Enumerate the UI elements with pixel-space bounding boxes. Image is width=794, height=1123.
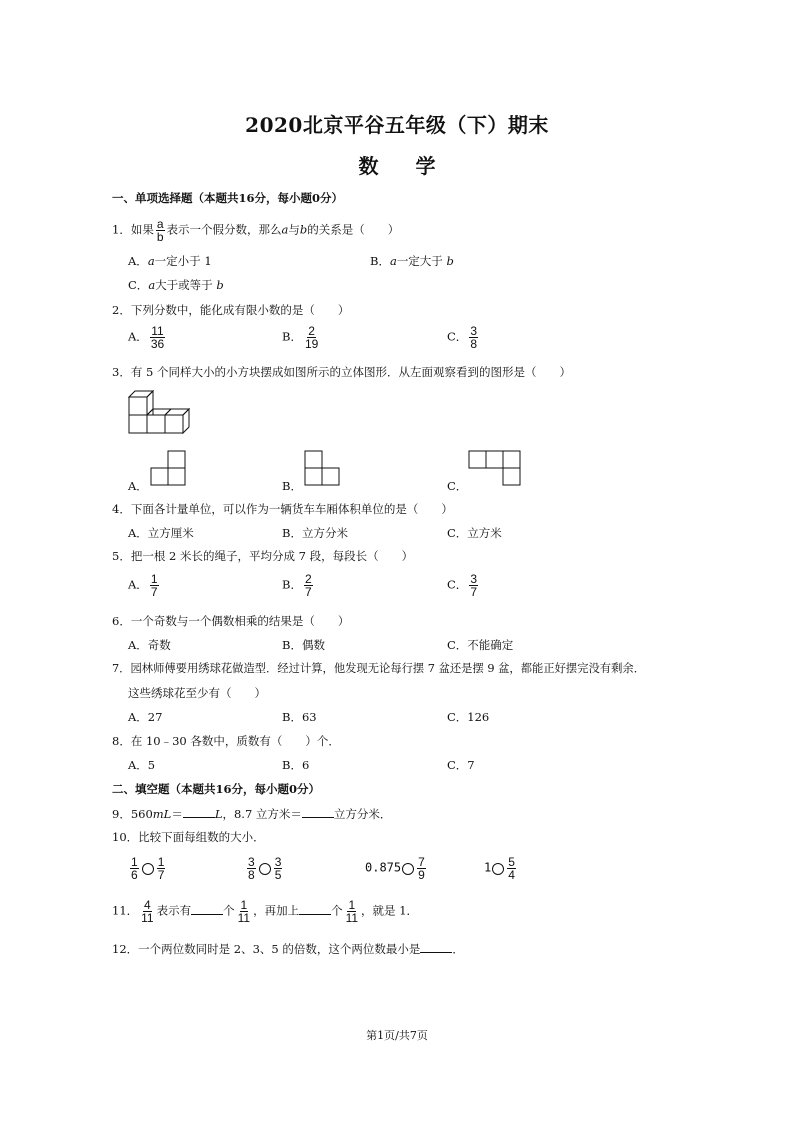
q6-option-c[interactable]: C．不能确定 [447,638,514,652]
cube-side-3 [183,409,189,433]
q9-blank-1[interactable] [183,805,215,818]
q1-pre: 1．如果 [112,222,154,237]
q10-compare-circle-2[interactable] [259,863,271,875]
q7-option-a[interactable]: A．27 [128,710,163,724]
q3-option-c-figure[interactable] [467,449,525,489]
question-5: 5．把一根 2 米长的绳子，平均分成 7 段，每段长（ ） [112,549,414,563]
exam-subject: 数 学 [358,154,436,178]
section2-heading: 二、填空题（本题共16分，每小题0分） [112,782,321,796]
question-2: 2．下列分数中，能化成有限小数的是（ ） [112,303,350,317]
q10-group-4: 1 $\frac{5}{4}$ [484,855,515,882]
cube-front-lower-2 [147,415,165,433]
q1-option-a[interactable]: A．a一定小于 1 [128,254,212,268]
q5-option-a[interactable]: A． $\frac{1}{7}$ [128,572,158,599]
q4-option-b[interactable]: B．立方分米 [282,526,348,540]
q7-option-b[interactable]: B．63 [282,710,317,724]
q1-option-c[interactable]: C．a大于或等于 b [128,278,224,292]
q10-group-1: $\frac{1}{6}$ $\frac{1}{7}$ [131,855,165,882]
q1-option-b[interactable]: B．a一定大于 b [370,254,454,268]
q6-option-a[interactable]: A．奇数 [128,638,171,652]
q1-fraction: $\frac{a}{b}$ [156,217,164,244]
q3-option-b-figure[interactable] [302,449,342,489]
q3-option-a-figure[interactable] [148,449,188,489]
q2-option-a[interactable]: A． $\frac{11}{36}$ [128,324,165,351]
q8-option-b[interactable]: B．6 [282,758,310,772]
question-9: 9．560mL＝ L，8.7 立方米＝ 立方分米． [112,807,392,821]
q6-option-b[interactable]: B．偶数 [282,638,325,652]
q8-option-c[interactable]: C．7 [447,758,475,772]
q3-option-c-label[interactable]: C． [447,479,468,493]
q11-blank-1[interactable] [191,902,223,915]
cube-front-lower-1 [129,415,147,433]
q10-group-2: $\frac{3}{8}$ $\frac{3}{5}$ [248,855,282,882]
q4-option-c[interactable]: C．立方米 [447,526,502,540]
section1-heading: 一、单项选择题（本题共16分，每小题0分） [112,191,344,205]
q3-option-a-label[interactable]: A． [128,479,148,493]
q5-option-b[interactable]: B． $\frac{2}{7}$ [282,572,312,599]
question-1: 1．如果 $\frac{a}{b}$ 表示一个假分数，那么a与b的关系是（ ） [112,217,400,244]
cube-figure [126,388,192,438]
q7-option-c[interactable]: C．126 [447,710,490,724]
page-number: 第1页/共7页 [366,1029,428,1042]
question-7-line1: 7．园林师傅要用绣球花做造型．经过计算，他发现无论每行摆 7 盆还是摆 9 盆，都能正好摆完没有剩余． [112,662,645,675]
q10-compare-circle-1[interactable] [142,863,154,875]
cube-front-lower-3 [165,415,183,433]
cube-front-upper [129,397,147,415]
question-3: 3．有 5 个同样大小的小方块摆成如图所示的立体图形．从左面观察看到的图形是（ ） [112,365,571,379]
q8-option-a[interactable]: A．5 [128,758,156,772]
q9-blank-2[interactable] [302,805,334,818]
q12-blank[interactable] [420,940,452,953]
question-8: 8．在 10﹣30 各数中，质数有（ ）个． [112,734,340,748]
q5-option-c[interactable]: C． $\frac{3}{7}$ [447,572,477,599]
question-6: 6．一个奇数与一个偶数相乘的结果是（ ） [112,614,350,628]
q4-option-a[interactable]: A．立方厘米 [128,526,194,540]
exam-title: 2020北京平谷五年级（下）期末 [245,113,549,137]
q3-option-b-label[interactable]: B． [282,479,302,493]
question-11: 11． $\frac{4}{11}$ 表示有 个 $\frac{1}{11}$ ，再加上 个 $\frac{1}{11}$ ，就是 1． [112,898,419,925]
question-4: 4．下面各计量单位，可以作为一辆货车车厢体积单位的是（ ） [112,502,453,516]
question-12: 12．一个两位数同时是 2、3、5 的倍数，这个两位数最小是 ． [112,942,464,956]
q10-group-3: 0.875 $\frac{7}{9}$ [365,855,425,882]
q2-option-c[interactable]: C． $\frac{3}{8}$ [447,324,477,351]
question-10: 10．比较下面每组数的大小． [112,830,265,844]
q10-compare-circle-3[interactable] [402,863,414,875]
q2-option-b[interactable]: B． $\frac{2}{19}$ [282,324,319,351]
q11-blank-2[interactable] [299,902,331,915]
question-7-line2: 这些绣球花至少有（ ） [128,686,266,700]
q10-compare-circle-4[interactable] [492,863,504,875]
